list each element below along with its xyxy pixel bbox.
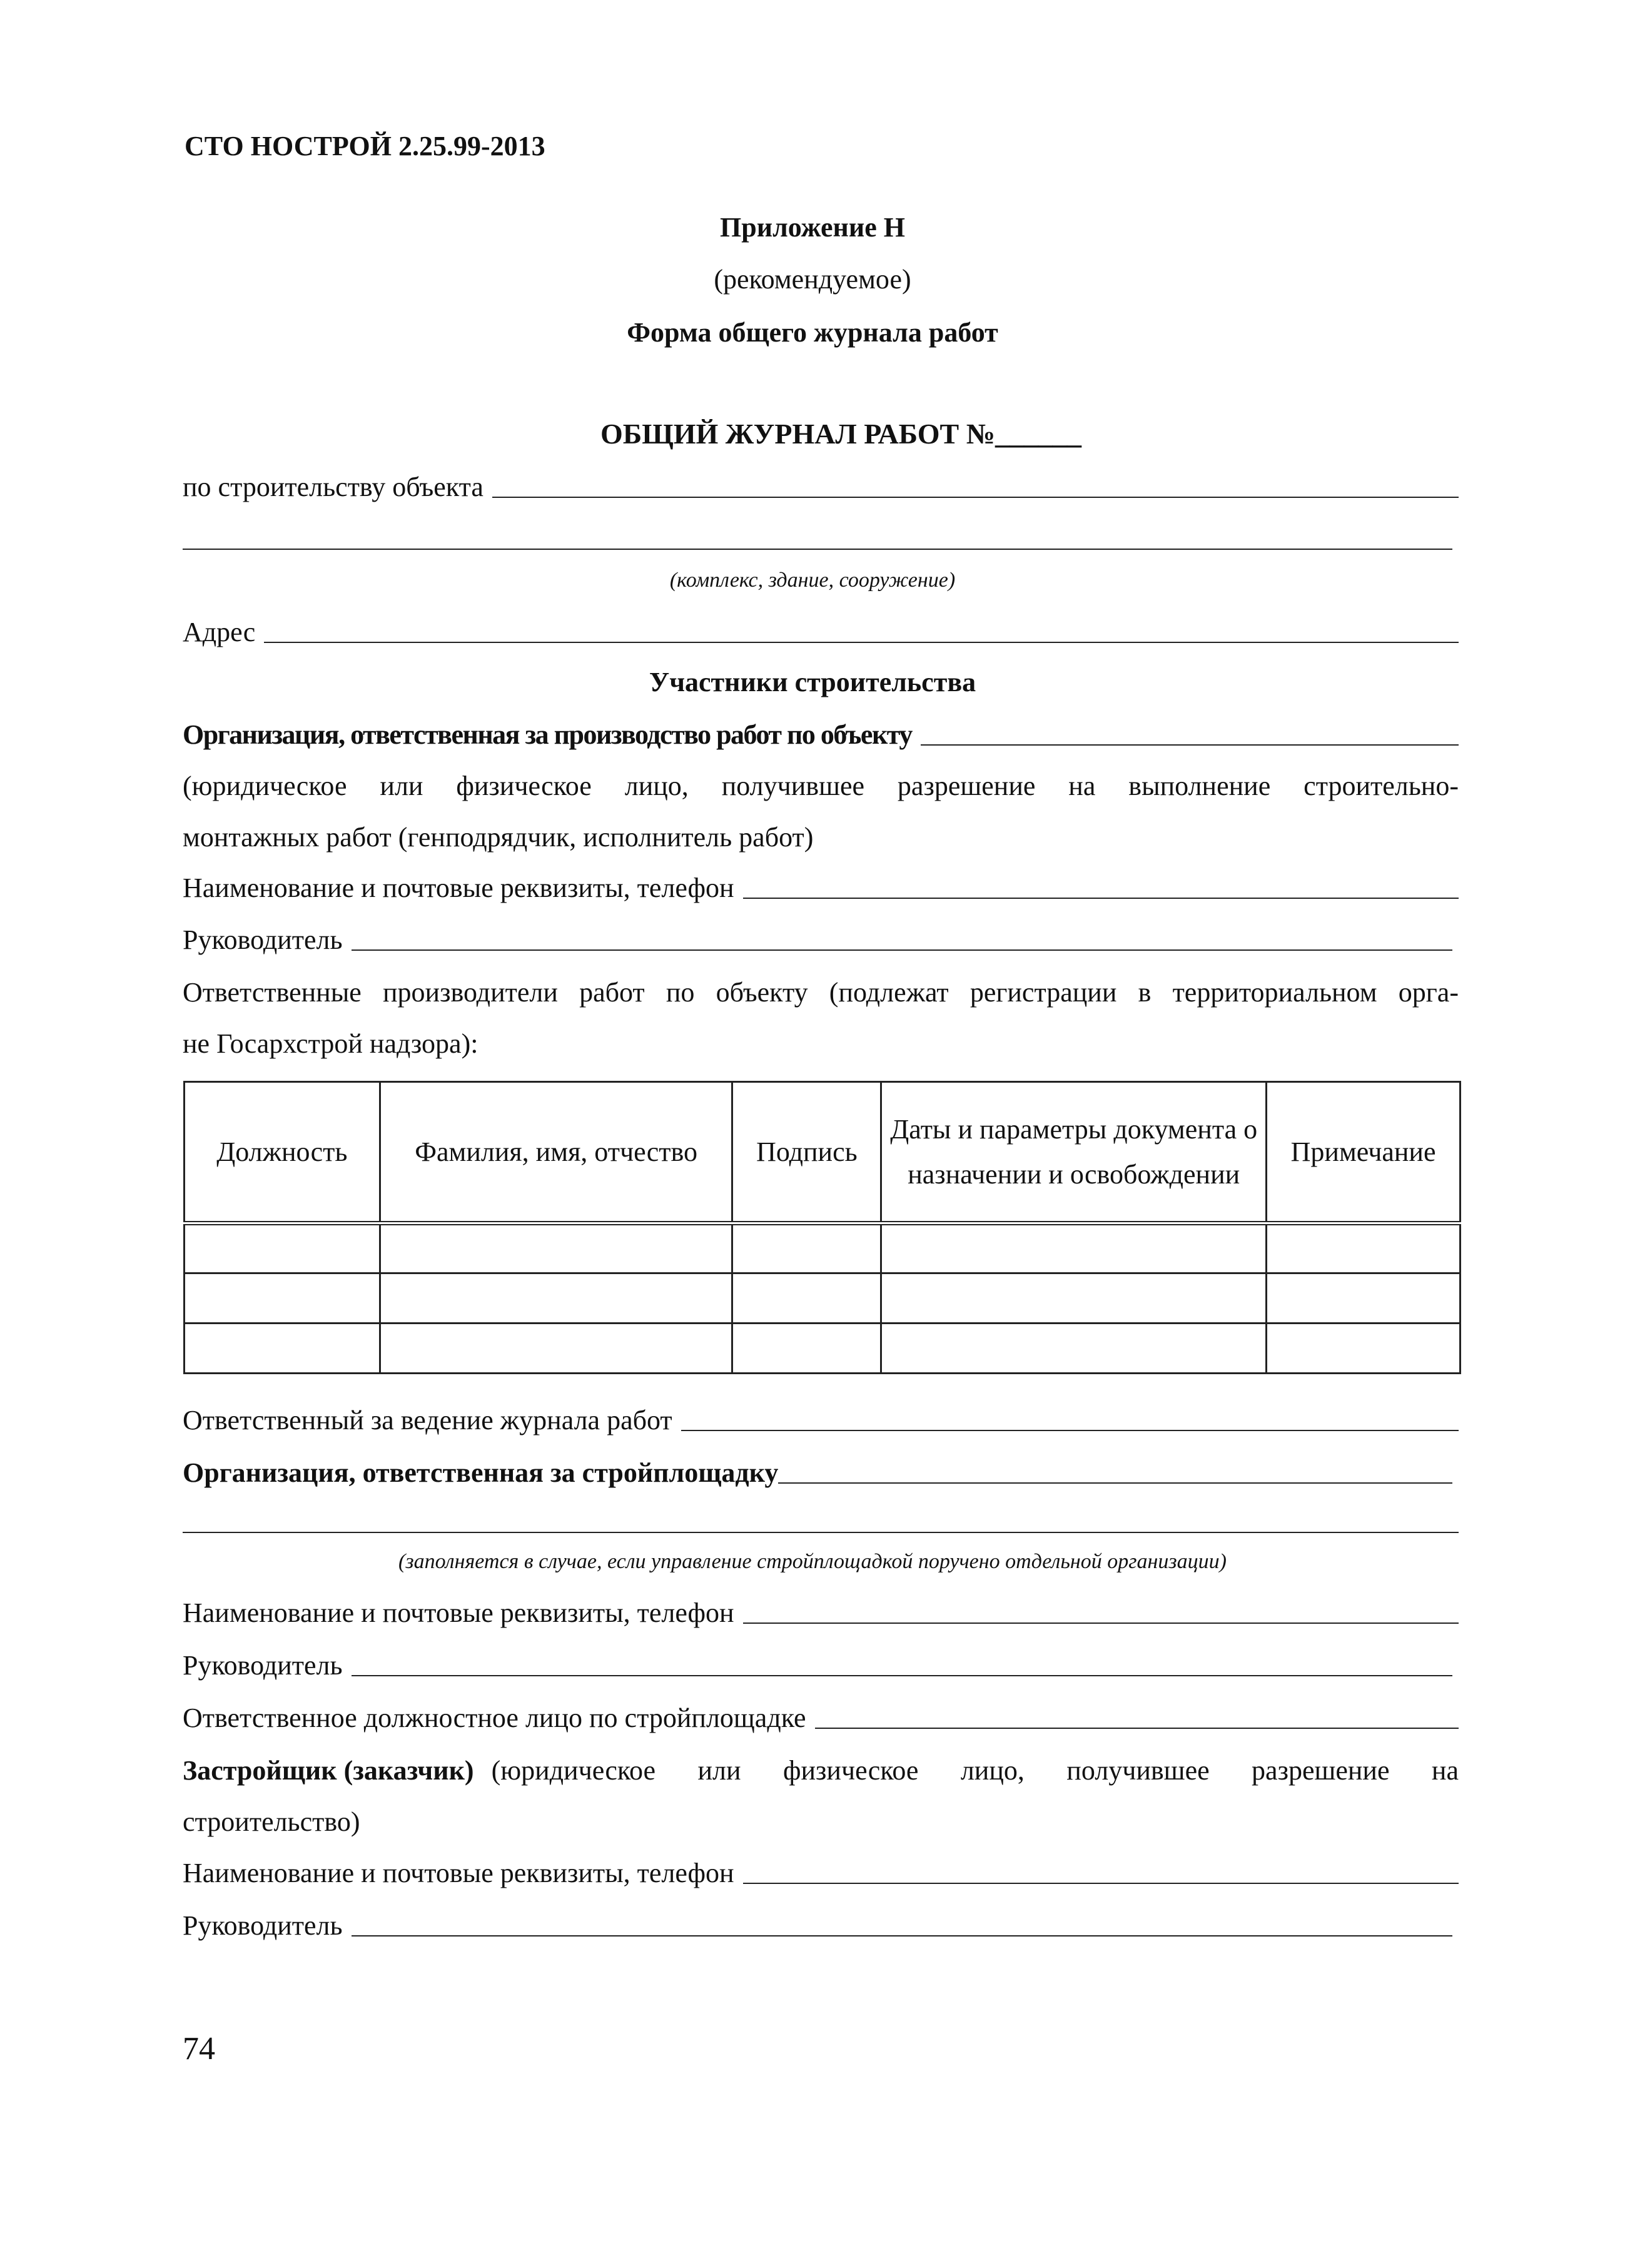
address-row [183,614,1459,651]
table-row [185,1223,1460,1273]
col-position: Должность [185,1082,380,1223]
developer-head-row [183,1908,1452,1944]
org-works-note-line2: монтажных работ (генподрядчик, исполнитель работ) [183,822,814,853]
developer-line1 [183,1753,1459,1789]
site-name-contacts-row [183,1595,1459,1631]
table-cell[interactable] [732,1324,881,1374]
responsible-line1: Ответственные производители работ по объекту (подлежат регистрации в территориальном орга- [183,977,1459,1008]
object-label: по строительству объекта [183,472,483,502]
appendix-title: Приложение Н [720,212,905,243]
journal-keeper-input-line[interactable] [681,1430,1459,1431]
table-cell[interactable] [881,1324,1267,1374]
table-cell[interactable] [1267,1324,1460,1374]
site-head-input-line[interactable] [352,1675,1452,1676]
org-works-input-line[interactable] [921,744,1459,746]
developer-head-label: Руководитель [183,1910,343,1941]
address-label: Адрес [183,617,256,647]
table-cell[interactable] [1267,1223,1460,1273]
address-input-line[interactable] [264,642,1459,643]
site-org-input-line-2[interactable] [183,1532,1459,1533]
site-org-input-line[interactable] [778,1482,1452,1484]
appendix-subtitle: Форма общего журнала работ [627,317,998,348]
developer-name-contacts-row [183,1855,1459,1891]
object-input-line[interactable] [492,497,1459,498]
site-official-input-line[interactable] [815,1728,1459,1729]
head-label: Руководитель [183,924,343,955]
table-cell[interactable] [732,1273,881,1324]
developer-name-contacts-label: Наименование и почтовые реквизиты, телефон [183,1858,734,1888]
developer-name-contacts-input-line[interactable] [743,1883,1459,1884]
standard-code: СТО НОСТРОЙ 2.25.99-2013 [185,131,545,161]
table-cell[interactable] [881,1223,1267,1273]
table-cell[interactable] [185,1223,380,1273]
site-org-row [183,1455,1452,1491]
col-document-dates: Даты и параметры документа о назначении и освобождении [881,1082,1267,1223]
responsible-line2: не Госархстрой надзора): [183,1028,478,1059]
developer-label: Застройщик (заказчик) [183,1755,474,1786]
table-cell[interactable] [1267,1273,1460,1324]
journal-keeper-row [183,1402,1459,1439]
developer-head-input-line[interactable] [352,1935,1452,1936]
col-note: Примечание [1267,1082,1460,1223]
head-input-line[interactable] [352,949,1452,951]
table-cell[interactable] [732,1223,881,1273]
col-signature: Подпись [732,1082,881,1223]
site-name-contacts-input-line[interactable] [743,1623,1459,1624]
table-header-row [185,1082,1460,1223]
name-contacts-label: Наименование и почтовые реквизиты, телефон [183,873,734,903]
site-org-label: Организация, ответственная за стройплощадку [183,1457,779,1488]
developer-note-line2: строительство) [183,1806,360,1837]
page-number: 74 [183,2031,215,2067]
name-contacts-input-line[interactable] [743,898,1459,899]
table-cell[interactable] [380,1273,732,1324]
table-cell[interactable] [380,1324,732,1374]
responsible-table [183,1081,1461,1374]
site-head-row [183,1648,1452,1684]
site-org-hint: (заполняется в случае, если управление стройплощадкой поручено отдельной организации) [398,1550,1227,1573]
object-field-row [183,469,1459,505]
col-full-name: Фамилия, имя, отчество [380,1082,732,1223]
org-works-note-line1: (юридическое или физическое лицо, получившее разрешение на выполнение строительно- [183,771,1459,801]
site-head-label: Руководитель [183,1650,343,1681]
site-official-label: Ответственное должностное лицо по стройплощадке [183,1703,806,1733]
participants-heading: Участники строительства [649,667,976,697]
head-row [183,922,1452,958]
journal-title: ОБЩИЙ ЖУРНАЛ РАБОТ №______ [600,418,1081,450]
table-cell[interactable] [185,1324,380,1374]
site-name-contacts-label: Наименование и почтовые реквизиты, телефон [183,1597,734,1628]
org-works-row [183,717,1459,753]
table-row [185,1273,1460,1324]
site-official-row [183,1700,1459,1736]
object-hint: (комплекс, здание, сооружение) [669,569,956,592]
journal-keeper-label: Ответственный за ведение журнала работ [183,1405,672,1435]
table-cell[interactable] [185,1273,380,1324]
object-input-line-2[interactable] [183,549,1452,550]
table-cell[interactable] [881,1273,1267,1324]
table-row [185,1324,1460,1374]
table-cell[interactable] [380,1223,732,1273]
developer-note-line1: (юридическое или физическое лицо, получившее разрешение на [491,1755,1459,1786]
appendix-status: (рекомендуемое) [714,264,911,295]
name-contacts-row [183,870,1459,906]
org-works-label: Организация, ответственная за производство работ по объекту [183,719,912,750]
